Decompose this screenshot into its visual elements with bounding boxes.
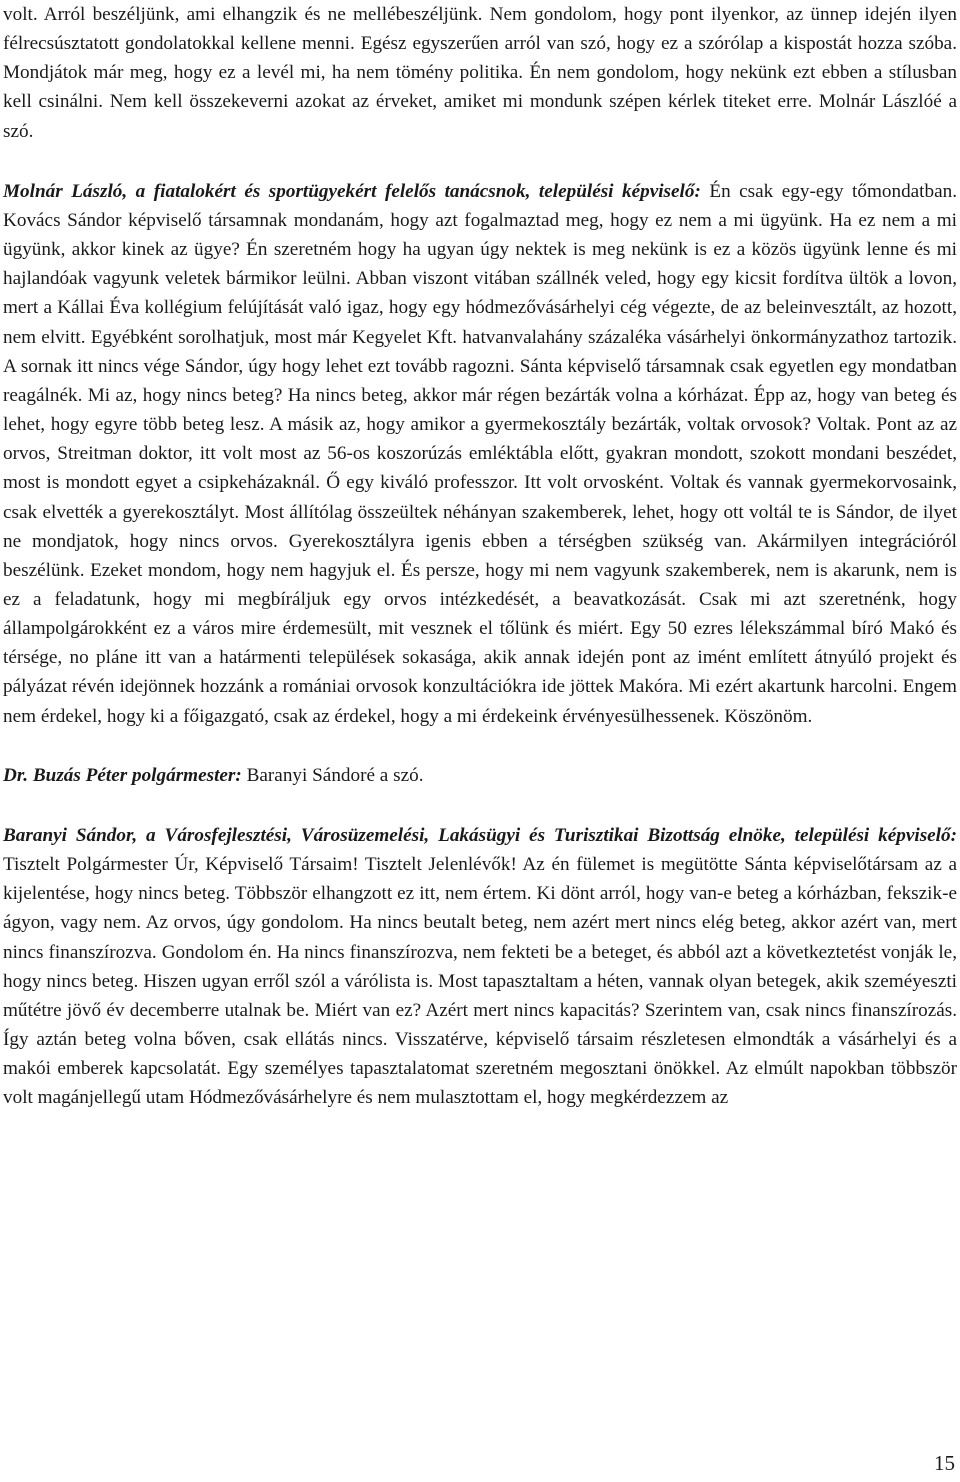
paragraph-mayor [3, 761, 957, 790]
document-page [3, 0, 957, 1112]
paragraph-text: Tisztelt Polgármester Úr, Képviselő Társaim! Tisztelt Jelenlévők! Az én fülemet is megütötte Sánta képviselőtársam az a kijelentése, hogy nincs beteg. Többször elhangzott ez itt, nem értem. Ki dönt arról, hogy van-e beteg a kórházban, fekszik-e ágyon, vagy nem. Az orvos, úgy gondolom. Ha nincs beutalt beteg, nem azért mert nincs elég beteg, akkor azért van, mert nincs finanszírozva. Gondolom én. Ha nincs finanszírozva, nem fekteti be a beteget, és abból azt a következtetést vonják le, hogy nincs beteg. Hiszen ugyan erről szól a várólista is. Most tapasztaltam a héten, vannak olyan betegek, akik szeméyeszti műtétre jövő év decemberre utalnak be. Miért van ez? Azért mert nincs kapacitás? Szerintem van, csak nincs finanszírozás. Így aztán beteg volna bőven, csak ellátás nincs. Visszatérve, képviselő társaim részletesen elmondták a vásárhelyi és a makói emberek kapcsolatát. Egy személyes tapasztalatomat szeretném megosztani önökkel. Az elmúlt napokban többször volt magánjellegű utam Hódmezővásárhelyre és nem mulasztottam el, hogy megkérdezzem az [3, 854, 957, 1109]
paragraph-text: Én csak egy-egy tőmondatban. Kovács Sándor képviselő társamnak mondanám, hogy azt fogalmaztad meg, hogy ez nem a mi ügyünk. Ha ez nem a mi ügyünk, akkor kinek az ügye? Én szeretném hogy ha ugyan úgy nektek is meg nekünk is ez a közös ügyünk lenne és mi hajlandóak vagyunk veletek bármikor leülni. Abban viszont vitában szállnék veled, hogy egy kicsit fordítva ültök a lovon, mert a Kállai Éva kollégium felújítását való igaz, hogy egy hódmezővásárhelyi cég végezte, de az beleinvesztált, az hozott, nem elvitt. Egyébként sorolhatjuk, most már Kegyelet Kft. hatvanvalahány százaléka vásárhelyi önkormányzathoz tartozik. A sornak itt nincs vége Sándor, úgy hogy lehet ezt tovább ragozni. Sánta képviselő társamnak csak egyetlen egy mondatban reagálnék. Mi az, hogy nincs beteg? Ha nincs beteg, akkor már régen bezárták volna a kórházat. Épp az, hogy van beteg és lehet, hogy egyre több beteg lesz. A másik az, hogy amikor a gyermekosztály bezárták, voltak orvosok? Voltak. Pont az az orvos, Streitman doktor, itt volt most az 56-os koszorúzás emléktábla előtt, gyakran mondott, szokott mondani beszédet, most is mondott egyet a csipkeházaknál. Ő egy kiváló professzor. Itt volt orvosként. Voltak és vannak gyermekorvosaink, csak elvették a gyerekosztályt. Most állítólag összeültek néhányan szakemberek, lehet, hogy ott voltál te is Sándor, de ilyet ne mondjatok, hogy nincs orvos. Gyerekosztályra igenis ebben a térségben szükség van. Akármilyen integrációról beszélünk. Ezeket mondom, hogy nem hagyjuk el. És persze, hogy mi nem vagyunk szakemberek, nem is akarunk, nem is ez a feladatunk, hogy mi megbíráljuk egy orvos intézkedését, a beavatkozását. Csak mi azt szeretnénk, hogy állampolgárokként ez a város mire érdemesült, mit vesznek el tőlünk és miért. Egy 50 ezres lélekszámmal bíró Makó és térsége, no pláne itt van a határmenti települések sokasága, akik annak idején pont az imént említett átnyúló projekt és pályázat révén idejönnek hozzánk a romániai orvosok konzultációkra ide jöttek Makóra. Mi ezért akartunk harcolni. Engem nem érdekel, hogy ki a főigazgató, csak az érdekel, hogy a mi érdekeink érvényesülhessenek. Köszönöm. [3, 180, 958, 727]
speaker-name: Dr. Buzás Péter polgármester: [3, 764, 242, 786]
paragraph-baranyi-sandor [3, 821, 957, 1113]
paragraph-text: volt. Arról beszéljünk, ami elhangzik és ne mellébeszéljünk. Nem gondolom, hogy pont ilyenkor, az ünnep idején ilyen félrecsúsztatott gondolatokkal kellene menni. Egész egyszerűen arról van szó, hogy ez a szórólap a kispostát hozza szóba. Mondjátok már meg, hogy ez a levél mi, ha nem tömény politika. Én nem gondolom, hogy nekünk ezt ebben a stílusban kell csinálni. Nem kell összekeverni azokat az érveket, amiket mi mondunk szépen kérlek titeket erre. Molnár Lászlóé a szó. [3, 4, 957, 142]
page-number: 15 [934, 1451, 955, 1475]
paragraph-text: Baranyi Sándoré a szó. [241, 764, 424, 786]
speaker-name: Baranyi Sándor, a Városfejlesztési, Városüzemelési, Lakásügyi és Turisztikai Bizottság elnöke, települési képviselő: [3, 824, 957, 846]
paragraph-continuation [3, 0, 957, 146]
speaker-name: Molnár László, a fiatalokért és sportügyekért felelős tanácsnok, települési képviselő: [3, 180, 701, 202]
paragraph-molnar-laszlo [3, 177, 957, 731]
